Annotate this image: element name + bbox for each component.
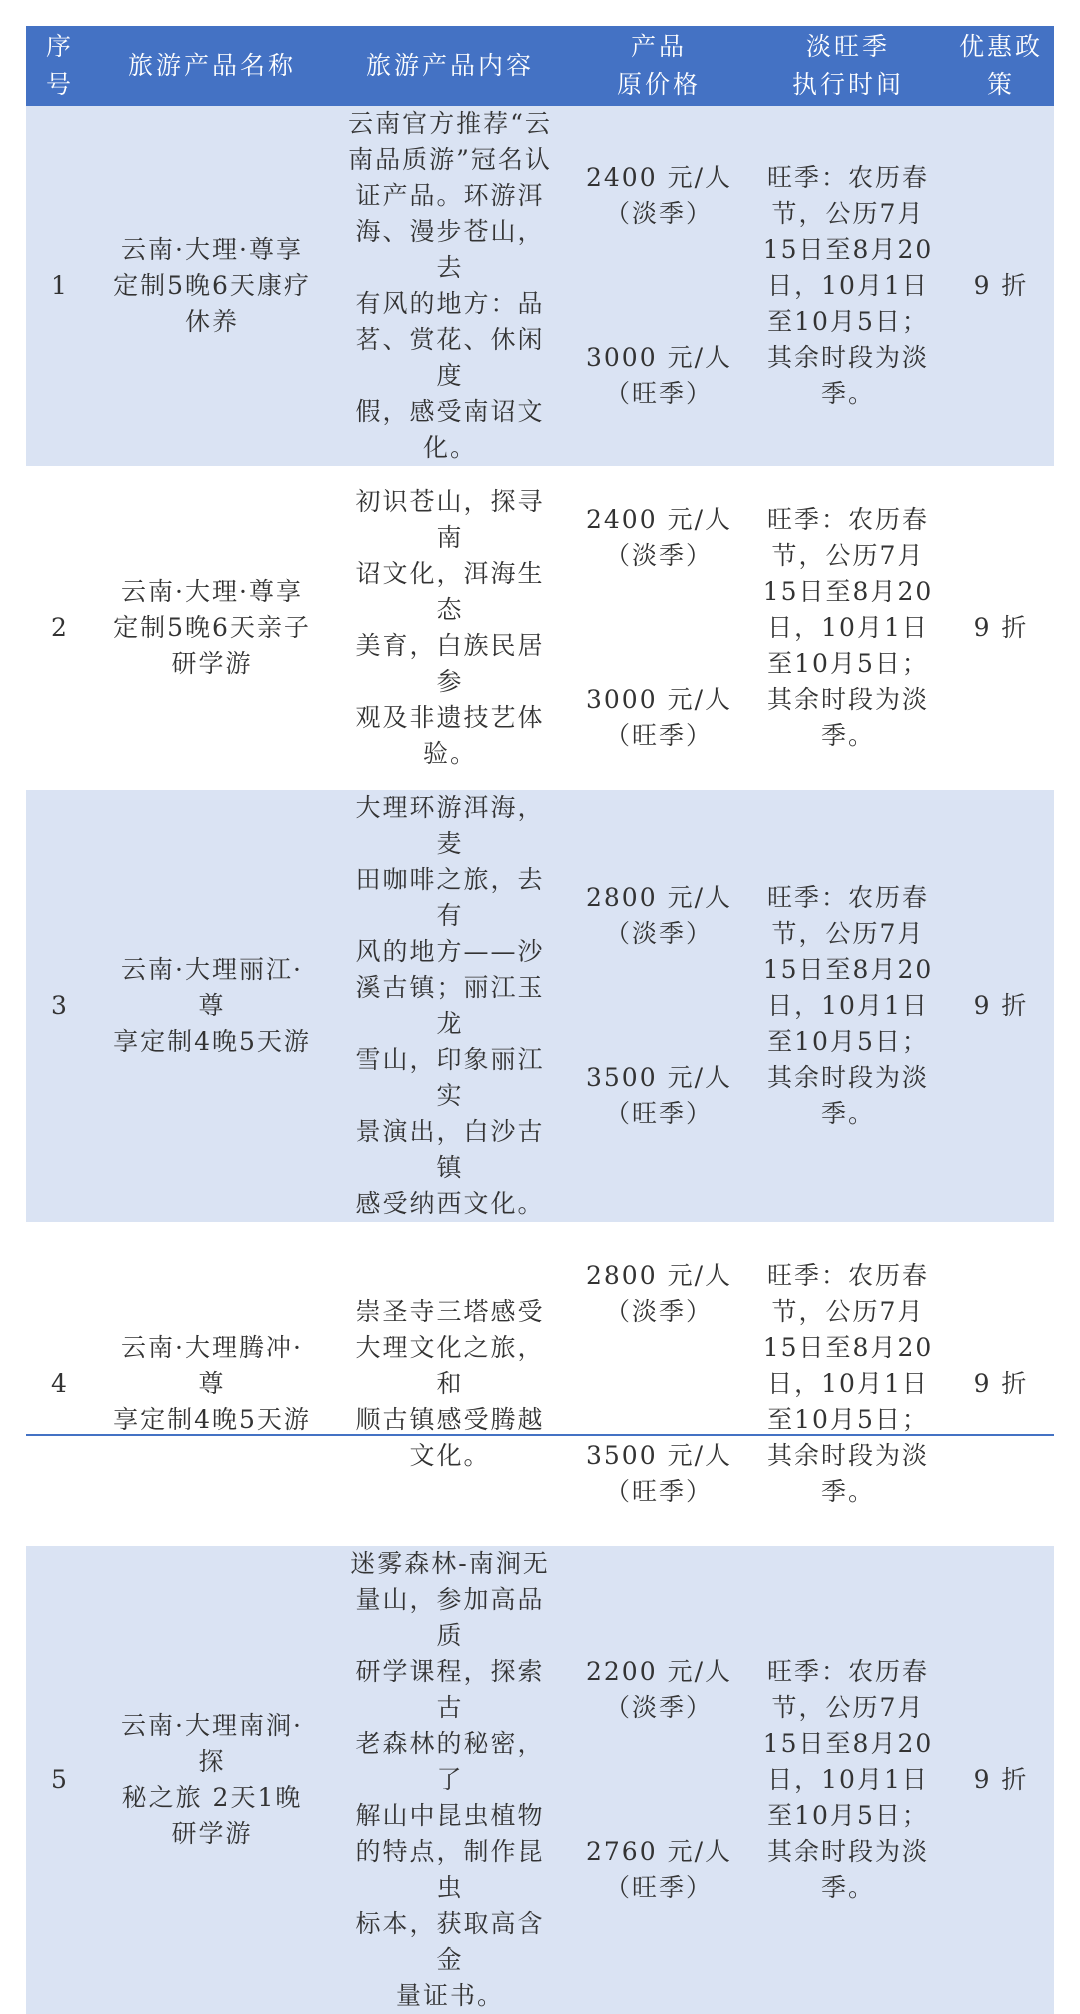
travel-product-table: [26, 26, 1054, 2014]
price-low-season: 2800 元/人 （淡季）: [586, 1261, 732, 1326]
header-price: 产品 原价格: [616, 32, 701, 99]
cell-content: 迷雾森林-南涧无 量山，参加高品质 研学课程，探索古 老森林的秘密，了 解山中昆虫植物 的特点，制作昆虫 标本，获取高含金 量证书。: [350, 1549, 550, 2010]
cell-discount: 9 折: [973, 1369, 1029, 1398]
cell-no: 5: [51, 1765, 69, 1794]
product-table-container: [26, 26, 1054, 2014]
cell-no: 4: [51, 1369, 69, 1398]
table-row: [26, 466, 1054, 790]
cell-name: 云南·大理丽江·尊 享定制4晚5天游: [113, 955, 311, 1056]
cell-season: 旺季：农历春 节，公历7月 15日至8月20 日，10月1日 至10月5日； 其余时段为淡 季。: [762, 505, 934, 750]
price-high-season: 3500 元/人 （旺季）: [586, 1063, 732, 1128]
cell-price: [570, 466, 748, 790]
header-no: 序 号: [45, 32, 74, 99]
cell-content: 崇圣寺三塔感受 大理文化之旅，和 顺古镇感受腾越 文化。: [355, 1297, 545, 1470]
header-season: 淡旺季 执行时间: [791, 32, 904, 99]
cell-discount: 9 折: [973, 991, 1029, 1020]
cell-price: [570, 106, 748, 466]
price-high-season: 3000 元/人 （旺季）: [586, 343, 732, 408]
cell-discount: 9 折: [973, 1765, 1029, 1794]
cell-price: [570, 1222, 748, 1546]
header-name: 旅游产品名称: [127, 51, 296, 80]
header-discount: 优惠政 策: [958, 32, 1043, 99]
price-high-season: 2760 元/人 （旺季）: [586, 1837, 732, 1902]
price-low-season: 2800 元/人 （淡季）: [586, 883, 732, 948]
table-bottom-rule: [26, 1434, 1054, 1436]
cell-season: 旺季：农历春 节，公历7月 15日至8月20 日，10月1日 至10月5日； 其余时段为淡 季。: [762, 163, 934, 408]
table-header: [26, 26, 1054, 106]
cell-content: 云南官方推荐“云 南品质游”冠名认 证产品。环游洱 海、漫步苍山，去 有风的地方：品 茗、赏花、休闲度 假，感受南诏文 化。: [348, 109, 552, 462]
cell-name: 云南·大理·尊享 定制5晚6天亲子 研学游: [113, 577, 311, 678]
cell-content: 初识苍山，探寻南 诏文化，洱海生态 美育，白族民居参 观及非遗技艺体 验。: [355, 487, 545, 768]
header-row: [26, 26, 1054, 106]
cell-discount: 9 折: [973, 271, 1029, 300]
cell-name: 云南·大理腾冲·尊 享定制4晚5天游: [113, 1333, 311, 1434]
cell-season: 旺季：农历春 节，公历7月 15日至8月20 日，10月1日 至10月5日； 其余时段为淡 季。: [762, 1657, 934, 1902]
cell-name: 云南·大理南涧·探 秘之旅 2天1晚 研学游: [121, 1711, 303, 1848]
cell-price: [570, 1546, 748, 2014]
price-high-season: 3500 元/人 （旺季）: [586, 1441, 732, 1506]
cell-discount: 9 折: [973, 613, 1029, 642]
cell-season: 旺季：农历春 节，公历7月 15日至8月20 日，10月1日 至10月5日； 其余时段为淡 季。: [762, 883, 934, 1128]
price-low-season: 2400 元/人 （淡季）: [586, 163, 732, 228]
table-body: [26, 106, 1054, 2014]
price-low-season: 2200 元/人 （淡季）: [586, 1657, 732, 1722]
table-row: [26, 106, 1054, 466]
cell-content: 大理环游洱海，麦 田咖啡之旅，去有 风的地方——沙 溪古镇；丽江玉龙 雪山，印象丽江实 景演出，白沙古镇 感受纳西文化。: [355, 793, 545, 1218]
cell-name: 云南·大理·尊享 定制5晚6天康疗 休养: [113, 235, 311, 336]
cell-no: 1: [51, 271, 69, 300]
price-low-season: 2400 元/人 （淡季）: [586, 505, 732, 570]
table-row: [26, 1546, 1054, 2014]
cell-season: 旺季：农历春 节，公历7月 15日至8月20 日，10月1日 至10月5日； 其余时段为淡 季。: [762, 1261, 934, 1506]
cell-no: 2: [51, 613, 69, 642]
cell-no: 3: [51, 991, 69, 1020]
table-row: [26, 790, 1054, 1222]
cell-price: [570, 790, 748, 1222]
price-high-season: 3000 元/人 （旺季）: [586, 685, 732, 750]
header-content: 旅游产品内容: [365, 51, 534, 80]
table-row: [26, 1222, 1054, 1546]
